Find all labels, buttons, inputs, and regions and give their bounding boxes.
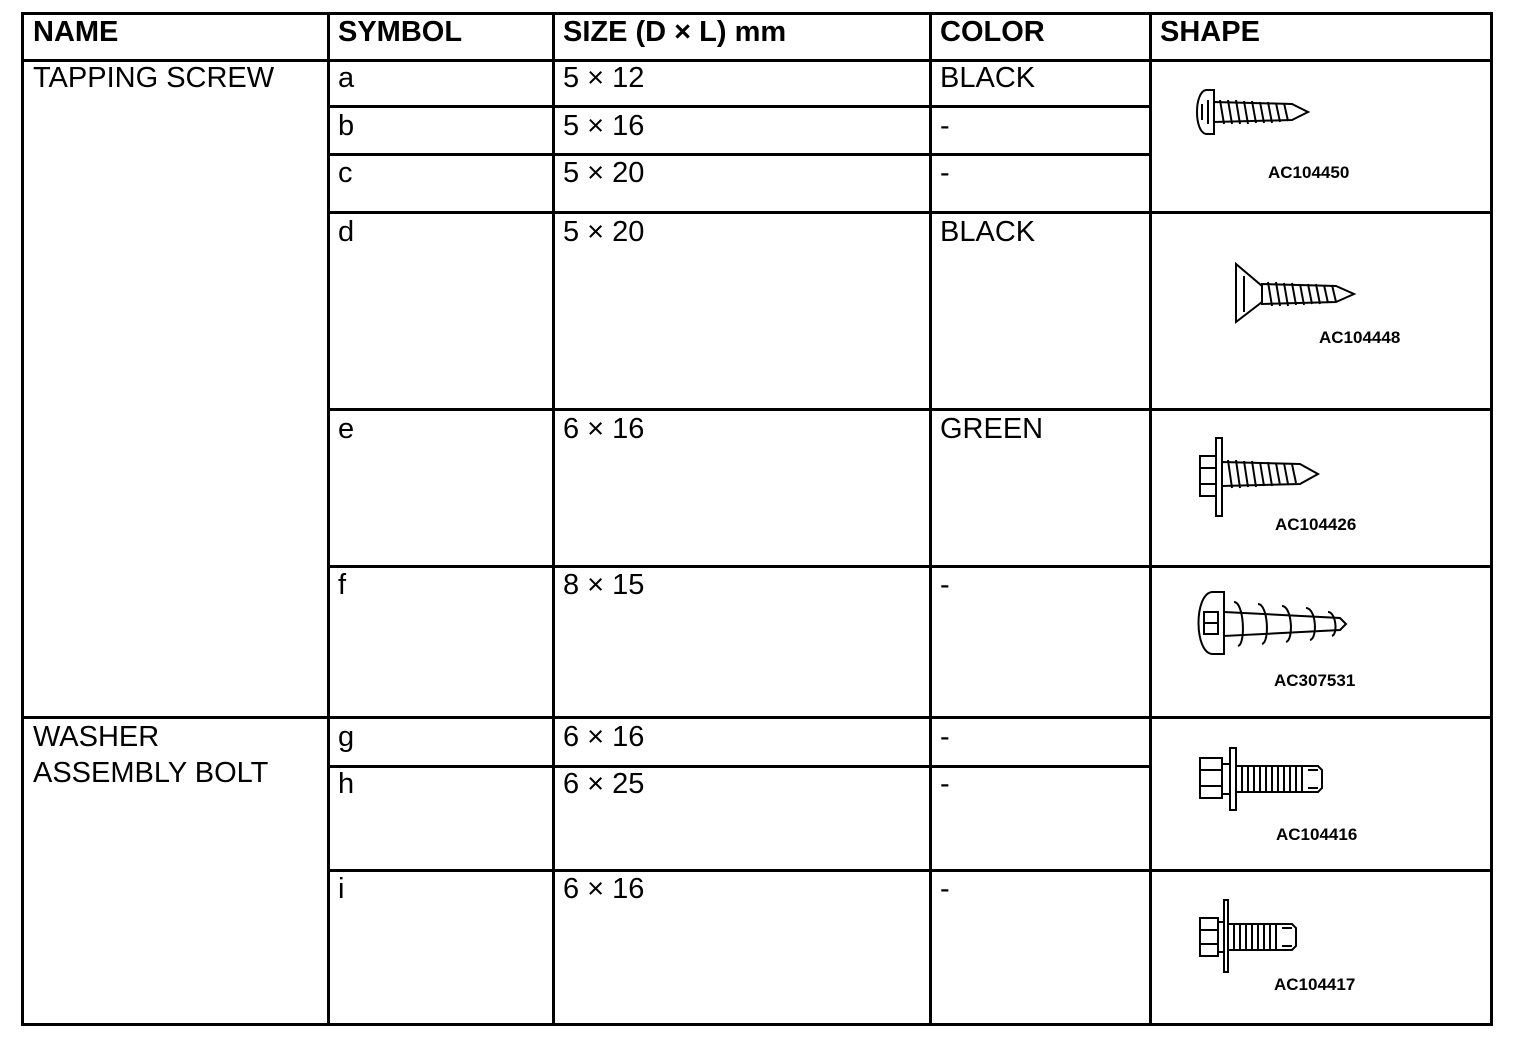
row-size: 5 × 12 <box>563 62 645 94</box>
group-name: WASHER <box>33 721 160 753</box>
row-divider <box>327 765 1152 768</box>
row-divider <box>327 153 1152 156</box>
row-divider <box>327 408 1493 411</box>
shape-code: AC104450 <box>1268 163 1350 182</box>
row-size: 5 × 20 <box>563 157 645 189</box>
shape-code: AC104448 <box>1319 328 1401 347</box>
row-color: - <box>940 873 950 905</box>
row-symbol: i <box>338 873 345 905</box>
row-color: - <box>940 110 950 142</box>
row-symbol: e <box>338 413 355 445</box>
coarse-thread-screw-icon <box>1194 588 1352 660</box>
row-symbol: a <box>338 62 355 94</box>
table-border-left <box>21 13 24 1026</box>
row-divider <box>327 565 1493 568</box>
row-symbol: c <box>338 157 353 189</box>
header-color: COLOR <box>940 16 1045 48</box>
row-color: - <box>940 768 950 800</box>
short-washer-bolt-icon <box>1196 898 1300 974</box>
row-color: BLACK <box>940 216 1036 248</box>
header-name: NAME <box>33 16 119 48</box>
hex-flange-tapping-screw-icon <box>1196 436 1324 518</box>
group-name: TAPPING SCREW <box>33 62 275 94</box>
column-divider <box>327 13 330 1026</box>
group-divider <box>21 716 1493 719</box>
row-symbol: h <box>338 768 355 800</box>
row-color: - <box>940 157 950 189</box>
row-color: BLACK <box>940 62 1036 94</box>
header-symbol: SYMBOL <box>338 16 463 48</box>
row-size: 6 × 16 <box>563 721 645 753</box>
column-divider <box>1149 13 1152 1026</box>
row-divider <box>327 869 1493 872</box>
row-symbol: g <box>338 721 355 753</box>
row-size: 8 × 15 <box>563 569 645 601</box>
row-size: 5 × 16 <box>563 110 645 142</box>
row-color: GREEN <box>940 413 1044 445</box>
row-symbol: d <box>338 216 355 248</box>
row-size: 5 × 20 <box>563 216 645 248</box>
row-divider <box>327 105 1152 108</box>
table-border-right <box>1490 13 1493 1026</box>
header-shape: SHAPE <box>1160 16 1260 48</box>
countersunk-tapping-screw-icon <box>1232 262 1360 326</box>
table-border-bottom <box>21 1023 1493 1026</box>
shape-code: AC104417 <box>1274 975 1356 994</box>
row-size: 6 × 16 <box>563 873 645 905</box>
shape-code: AC104426 <box>1275 515 1357 534</box>
row-symbol: f <box>338 569 347 601</box>
header-size: SIZE (D × L) mm <box>563 16 787 48</box>
row-divider <box>327 211 1493 214</box>
row-color: - <box>940 569 950 601</box>
group-name: ASSEMBLY BOLT <box>33 757 269 789</box>
truss-head-tapping-screw-icon <box>1192 86 1317 138</box>
row-size: 6 × 16 <box>563 413 645 445</box>
row-color: - <box>940 721 950 753</box>
row-symbol: b <box>338 110 355 142</box>
shape-code: AC307531 <box>1274 671 1356 690</box>
column-divider <box>929 13 932 1026</box>
long-washer-bolt-icon <box>1196 746 1326 812</box>
row-size: 6 × 25 <box>563 768 645 800</box>
shape-code: AC104416 <box>1276 825 1358 844</box>
column-divider <box>552 13 555 1026</box>
